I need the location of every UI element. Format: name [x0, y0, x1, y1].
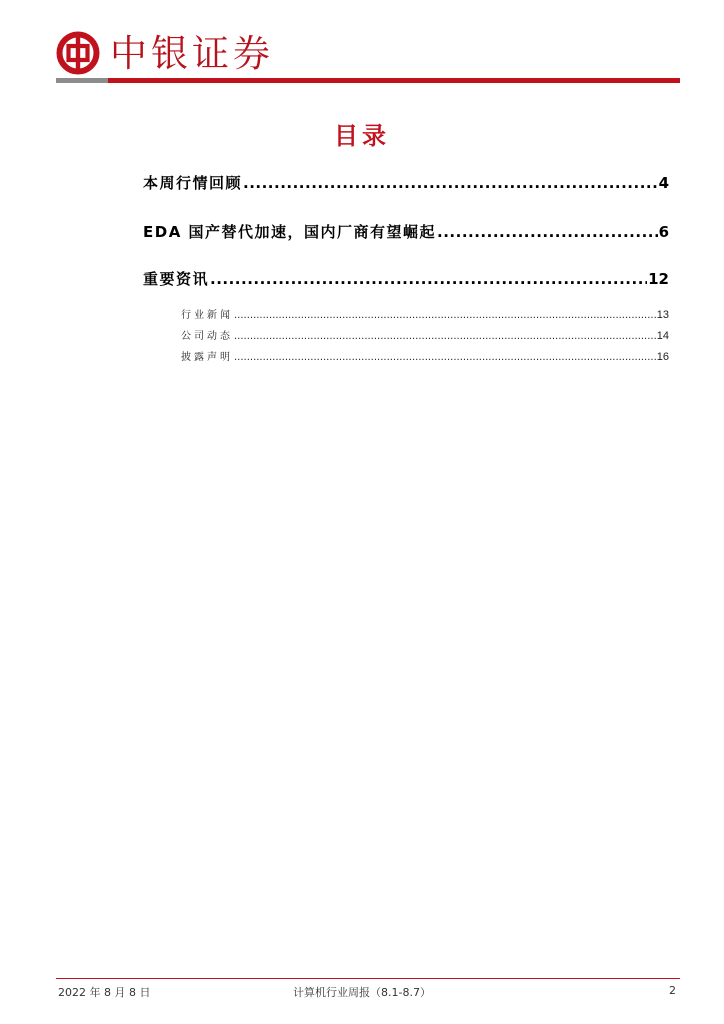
toc-leader-dots — [210, 270, 647, 288]
bank-of-china-logo-icon — [56, 31, 100, 75]
toc-entry-page: 12 — [648, 270, 669, 288]
brand-name: 中银证券 — [110, 31, 274, 75]
footer-page-number: 2 — [669, 984, 676, 997]
toc-entry-page: 6 — [658, 223, 669, 241]
footer-report-title: 计算机行业周报（8.1-8.7） — [293, 986, 431, 999]
toc-entry-disclosure[interactable] — [181, 348, 669, 363]
report-header — [56, 28, 274, 78]
header-rule-red — [108, 78, 680, 83]
toc-entry-page: 4 — [658, 174, 669, 192]
toc-entry-label: 重要资讯 — [143, 270, 210, 288]
toc-leader-dots — [437, 223, 658, 241]
toc-entry-label: 披露声明 — [181, 352, 233, 363]
toc-entry-company-news[interactable] — [181, 327, 669, 342]
toc-entry-label: 公司动态 — [181, 331, 233, 342]
toc-leader-dots — [243, 174, 658, 192]
toc-entry-industry-news[interactable] — [181, 306, 669, 321]
toc-title: 目录 — [334, 122, 390, 150]
footer-date: 2022 年 8 月 8 日 — [58, 986, 151, 999]
toc-entry-important-news[interactable] — [143, 268, 669, 289]
toc-leader-dots — [234, 310, 656, 321]
header-rule-grey — [56, 78, 108, 83]
toc-entry-page: 13 — [656, 309, 669, 321]
toc-entry-eda[interactable] — [143, 221, 669, 242]
footer-rule — [56, 978, 680, 979]
toc-entry-label: 本周行情回顾 — [143, 174, 243, 192]
toc-leader-dots — [234, 331, 656, 342]
toc-entry-page: 16 — [656, 351, 669, 363]
toc-entry-market-review[interactable] — [143, 172, 669, 193]
toc-leader-dots — [234, 352, 656, 363]
toc-entry-label: 行业新闻 — [181, 310, 233, 321]
toc-entry-page: 14 — [656, 330, 669, 342]
toc-entry-label: EDA 国产替代加速，国内厂商有望崛起 — [143, 223, 437, 241]
